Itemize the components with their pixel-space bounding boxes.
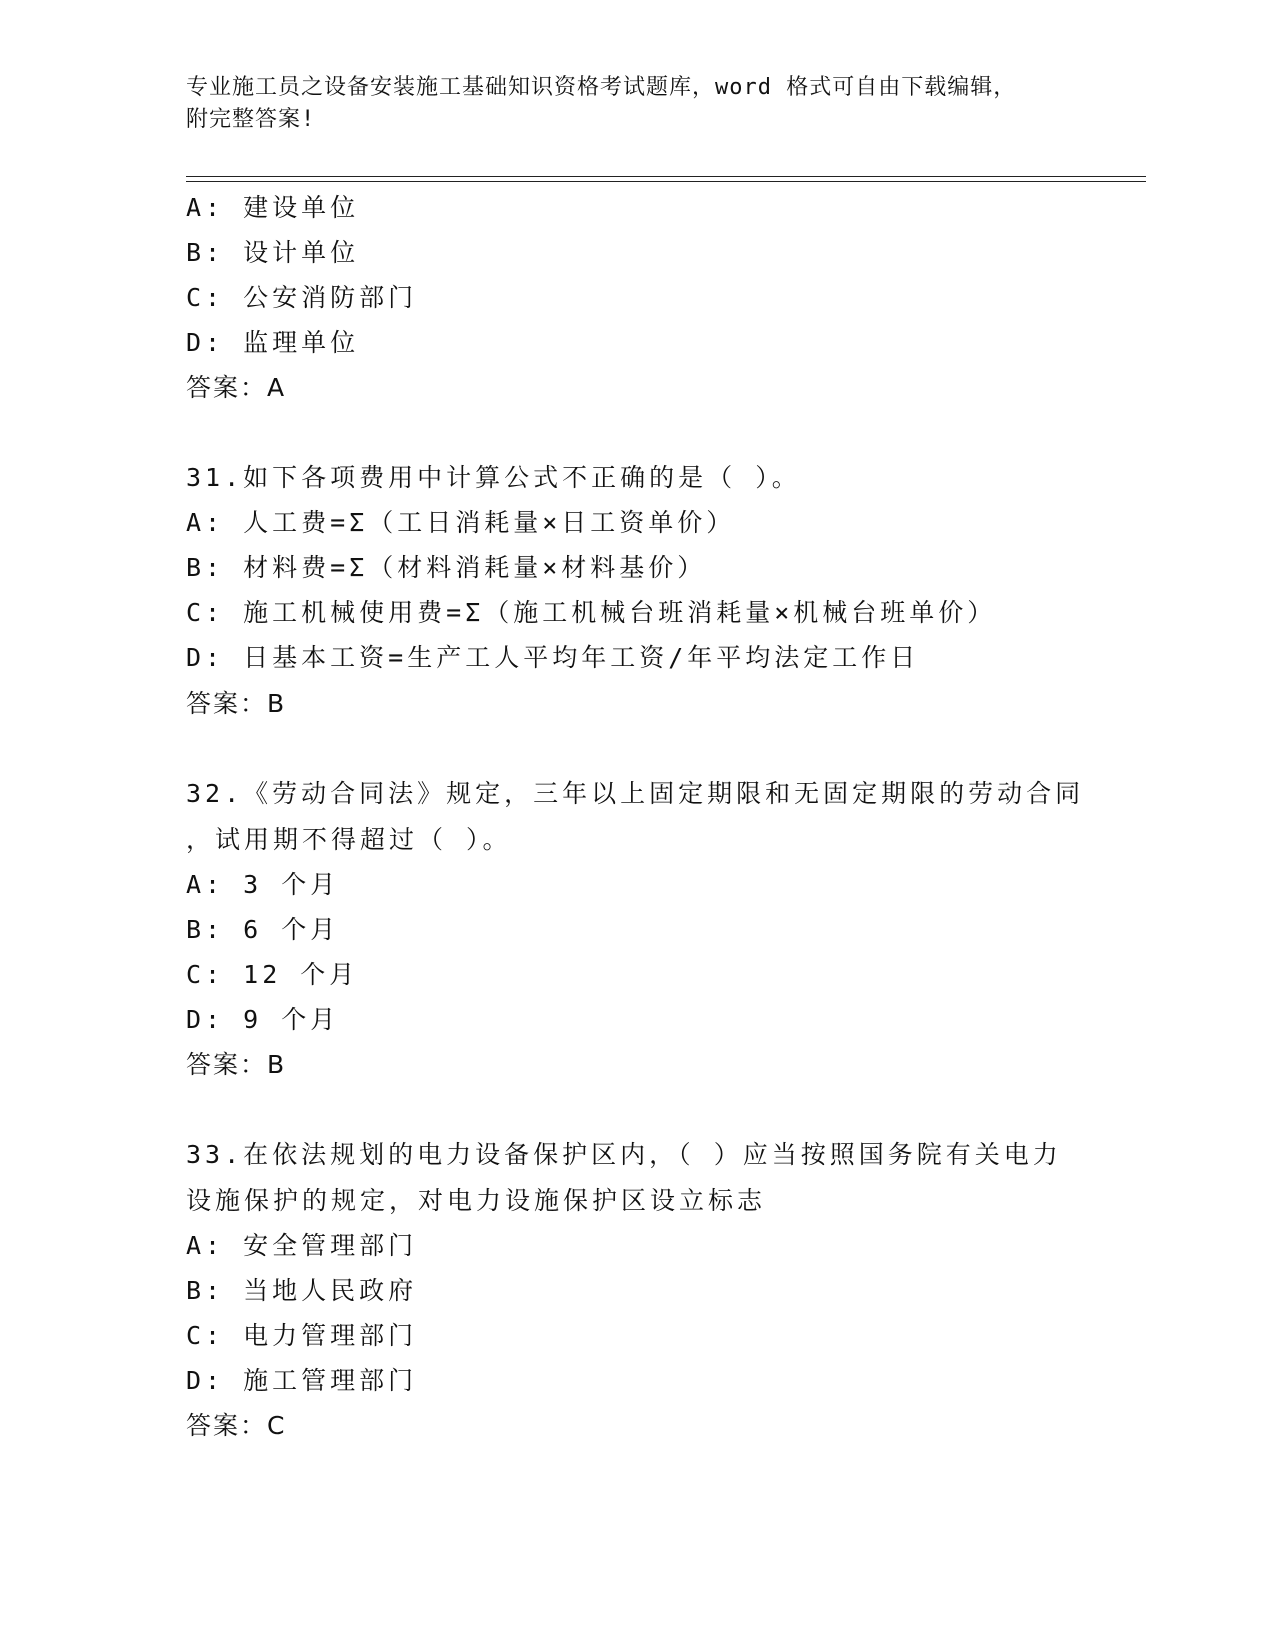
q31-answer: 答案：B: [186, 689, 287, 718]
q32-stem-line-2: ，试用期不得超过（ ）。: [186, 825, 512, 854]
q32-option-b: B: 6 个月: [186, 915, 340, 944]
q31-stem: 31.如下各项费用中计算公式不正确的是（ ）。: [186, 463, 801, 492]
q33-stem-line-2: 设施保护的规定，对电力设施保护区设立标志: [186, 1186, 767, 1215]
header-divider-bottom: [186, 181, 1146, 182]
q32-option-a: A: 3 个月: [186, 870, 340, 899]
header-line-2: 附完整答案!: [186, 107, 316, 132]
q33-option-c: C: 电力管理部门: [186, 1321, 418, 1350]
q33-option-d: D: 施工管理部门: [186, 1366, 418, 1395]
header-divider-top: [186, 176, 1146, 177]
q30-option-b: B: 设计单位: [186, 238, 360, 267]
q32-stem-line-1: 32.《劳动合同法》规定，三年以上固定期限和无固定期限的劳动合同: [186, 779, 1085, 808]
q31-option-c: C: 施工机械使用费=Σ（施工机械台班消耗量×机械台班单价）: [186, 598, 997, 627]
document-header: [186, 72, 1086, 136]
q32-option-d: D: 9 个月: [186, 1005, 340, 1034]
q33-option-b: B: 当地人民政府: [186, 1276, 418, 1305]
q30-option-a: A: 建设单位: [186, 193, 360, 222]
q31-option-a: A: 人工费=Σ（工日消耗量×日工资单价）: [186, 508, 736, 537]
q30-option-d: D: 监理单位: [186, 328, 360, 357]
q31-option-d: D: 日基本工资=生产工人平均年工资/年平均法定工作日: [186, 643, 920, 672]
q31-option-b: B: 材料费=Σ（材料消耗量×材料基价）: [186, 553, 707, 582]
q32-answer: 答案：B: [186, 1050, 287, 1079]
q32-option-c: C: 12 个月: [186, 960, 359, 989]
q30-option-c: C: 公安消防部门: [186, 283, 418, 312]
q33-stem-line-1: 33.在依法规划的电力设备保护区内，（ ）应当按照国务院有关电力: [186, 1140, 1062, 1169]
q33-option-a: A: 安全管理部门: [186, 1231, 418, 1260]
header-line-1: 专业施工员之设备安装施工基础知识资格考试题库，word 格式可自由下载编辑，: [186, 75, 1017, 100]
q30-answer: 答案：A: [186, 373, 287, 402]
q33-answer: 答案：C: [186, 1411, 287, 1440]
